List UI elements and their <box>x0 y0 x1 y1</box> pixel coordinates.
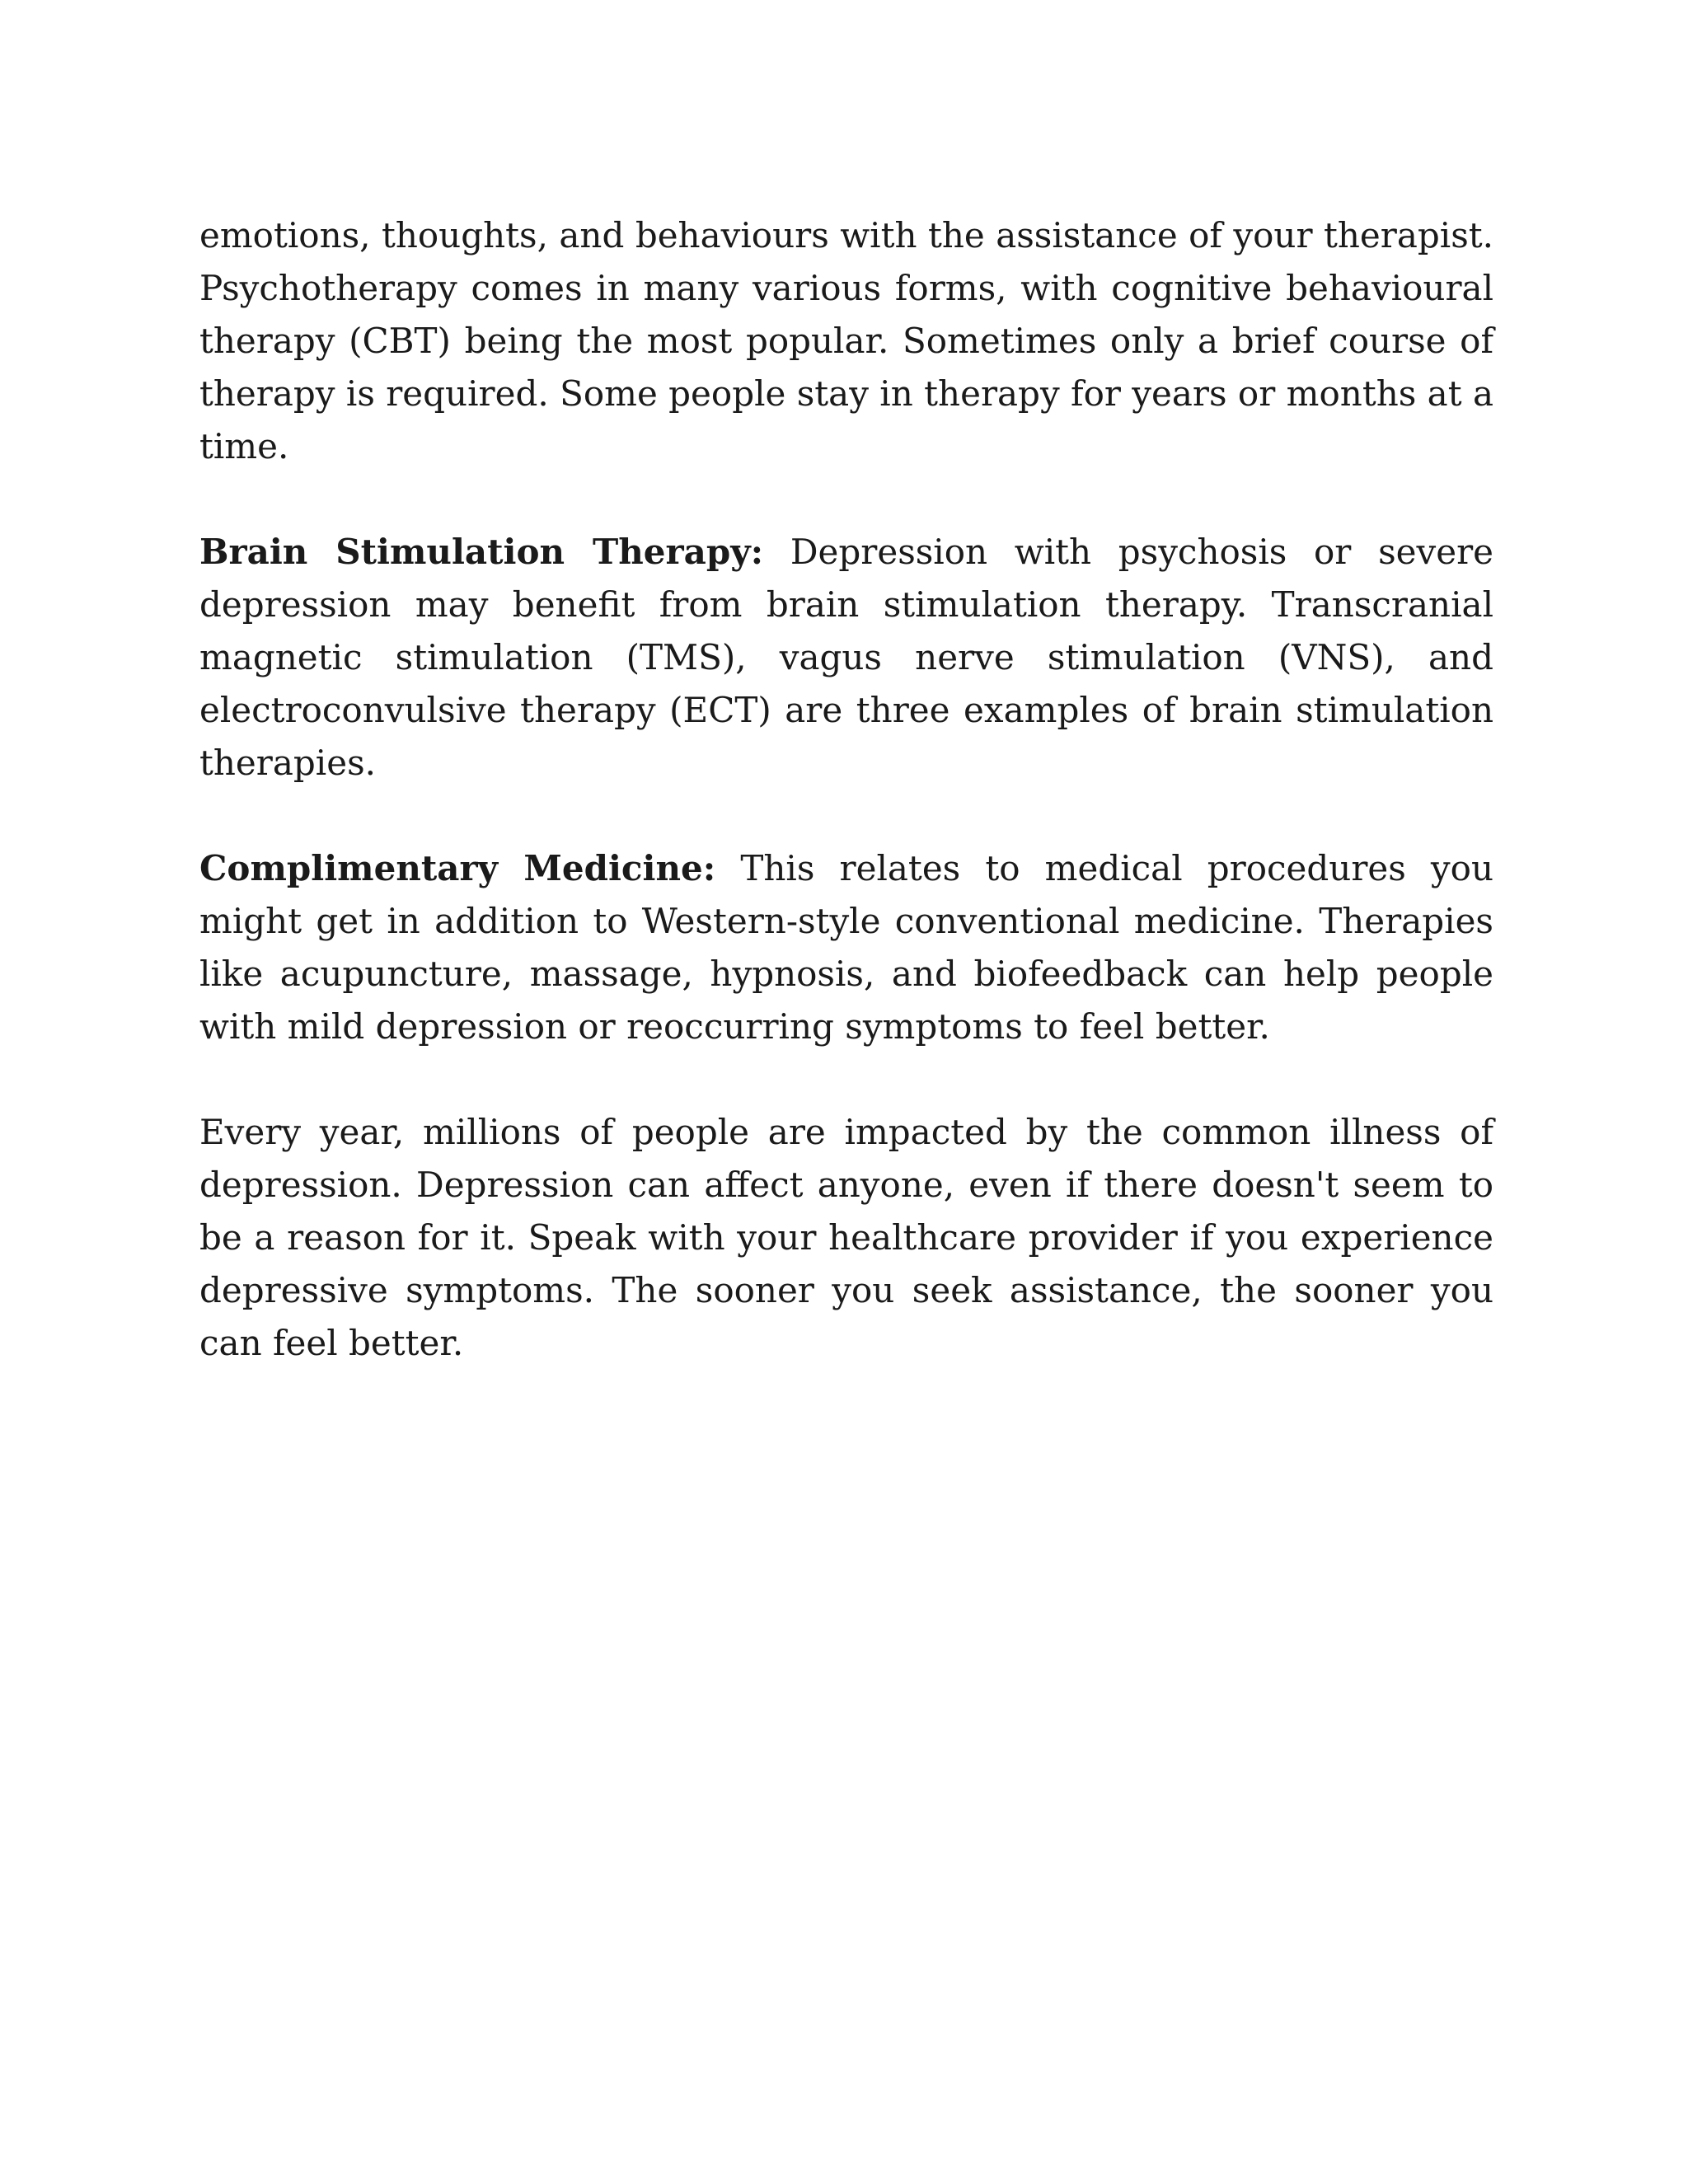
paragraph-body: Depression with psychosis or severe depression may benefit from brain stimulation therapy. Transcranial magnetic stimulation (TMS), vagus nerve stimulation (VNS), and electroconvulsive therapy (ECT) are three examples of brain stimulation therapies. <box>199 532 1493 783</box>
paragraph-heading: Brain Stimulation Therapy: <box>199 532 764 572</box>
paragraph-body: emotions, thoughts, and behaviours with the assistance of your therapist. Psychotherapy comes in many various forms, with cognitive behavioural therapy (CBT) being the most popular. Sometimes only a brief course of therapy is required. Some people stay in therapy for years or months at a time. <box>199 215 1493 466</box>
paragraph-body: Every year, millions of people are impacted by the common illness of depression. Depression can affect anyone, even if there doesn't seem to be a reason for it. Speak with your healthcare provider if you experience depressive symptoms. The sooner you seek assistance, the sooner you can feel better. <box>199 1112 1493 1363</box>
paragraph-complimentary-medicine <box>199 842 1493 1053</box>
paragraph-heading: Complimentary Medicine: <box>199 848 716 888</box>
paragraph-body: This relates to medical procedures you might get in addition to Western-style conventional medicine. Therapies like acupuncture, massage, hypnosis, and biofeedback can help people with mild depression or reoccurring symptoms to feel better. <box>199 848 1493 1047</box>
paragraph-brain-stimulation <box>199 526 1493 790</box>
paragraph-psychotherapy <box>199 209 1493 473</box>
paragraph-conclusion <box>199 1106 1493 1370</box>
document-body <box>199 209 1493 1422</box>
